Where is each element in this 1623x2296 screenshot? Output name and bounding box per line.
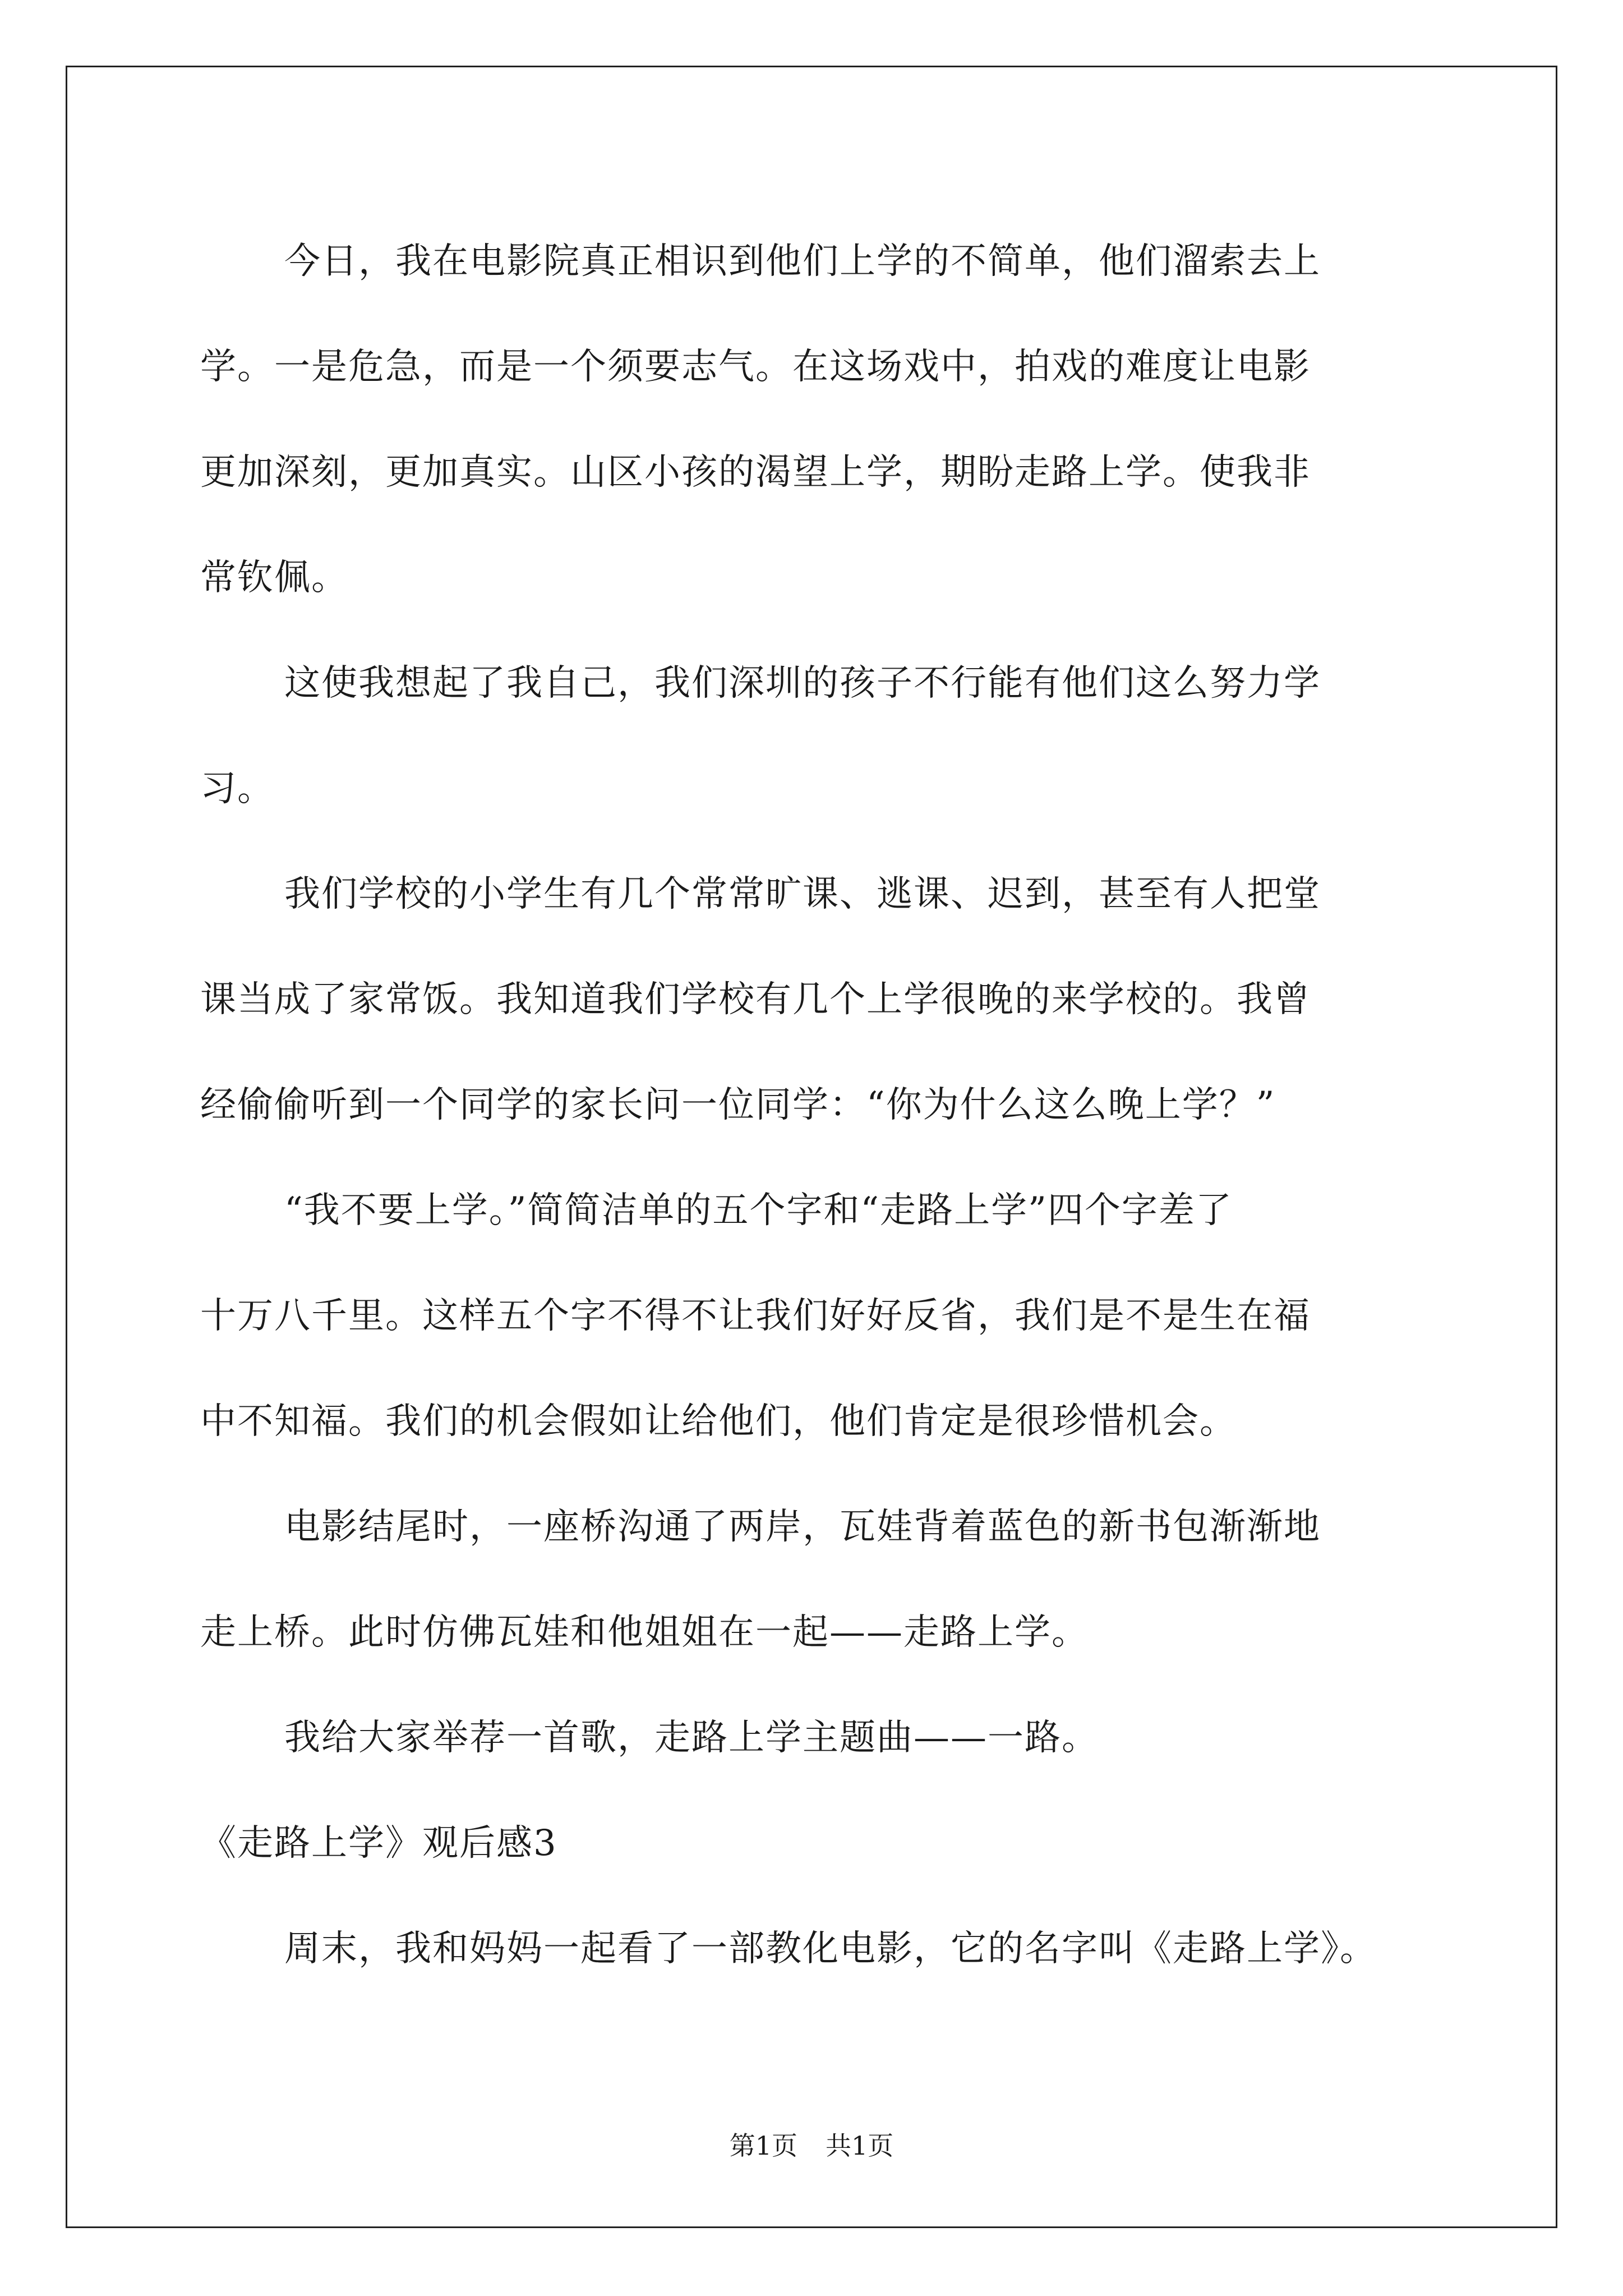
paragraph-line: 课当成了家常饭。我知道我们学校有几个上学很晚的来学校的。我曾: [200, 979, 1311, 1020]
paragraph-line: 经偷偷听到一个同学的家长问一位同学：“你为什么这么晚上学？”: [200, 1084, 1276, 1126]
paragraph-line: 习。: [200, 768, 274, 809]
page-footer: [0, 2129, 1623, 2162]
paragraph-line: 今日，我在电影院真正相识到他们上学的不简单，他们溜索去上: [284, 241, 1321, 282]
paragraph-line: 常钦佩。: [200, 557, 348, 599]
paragraph-line: 周末，我和妈妈一起看了一部教化电影，它的名字叫《走路上学》。: [284, 1928, 1377, 1970]
paragraph-line: 电影结尾时，一座桥沟通了两岸，瓦娃背着蓝色的新书包渐渐地: [284, 1506, 1321, 1548]
paragraph-line: 学。一是危急，而是一个须要志气。在这场戏中，拍戏的难度让电影: [200, 346, 1311, 388]
page-number: 第1页: [729, 2131, 797, 2161]
document-body: [200, 209, 1423, 2001]
paragraph-line: 更加深刻，更加真实。山区小孩的渴望上学，期盼走路上学。使我非: [200, 452, 1311, 493]
paragraph-line: 中不知福。我们的机会假如让给他们，他们肯定是很珍惜机会。: [200, 1401, 1237, 1442]
section-heading: 《走路上学》观后感3: [200, 1823, 557, 1864]
paragraph-line: 我们学校的小学生有几个常常旷课、逃课、迟到，甚至有人把堂: [284, 873, 1321, 915]
paragraph-line: 走上桥。此时仿佛瓦娃和他姐姐在一起——走路上学。: [200, 1612, 1089, 1653]
paragraph-line: 这使我想起了我自己，我们深圳的孩子不行能有他们这么努力学: [284, 662, 1321, 704]
paragraph-line: 十万八千里。这样五个字不得不让我们好好反省，我们是不是生在福: [200, 1295, 1311, 1337]
paragraph-line: 我给大家举荐一首歌，走路上学主题曲——一路。: [284, 1717, 1099, 1759]
page-total: 共1页: [826, 2131, 894, 2161]
paragraph-line: “我不要上学。”简简洁单的五个字和“走路上学”四个字差了: [284, 1190, 1233, 1231]
